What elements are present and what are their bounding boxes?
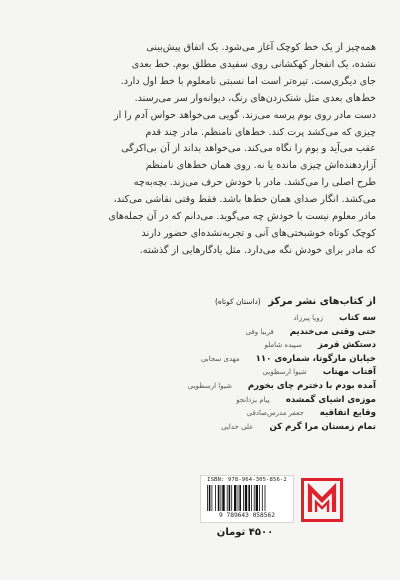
book-author: علی خدایی xyxy=(221,422,254,431)
barcode-bars xyxy=(207,485,287,511)
isbn-barcode xyxy=(200,475,294,523)
book-list xyxy=(96,313,376,435)
blurb-line: همه‌چیز از یک خط کوچک آغاز می‌شود. یک اتفاق پیش‌بینی xyxy=(146,42,376,53)
barcode-bar xyxy=(262,485,263,511)
barcode-number: 9 789643 058562 xyxy=(219,512,275,519)
barcode-bar xyxy=(243,485,244,511)
book-list-heading xyxy=(96,296,376,307)
blurb-line: کوچک کوتاه خوشبختی‌های آنی و تجربه‌نشده‌ای حضور دارند xyxy=(141,227,376,239)
book-title: آفتاب مهتاب xyxy=(322,367,376,378)
blurb-line: نشده، یک انفجار کهکشانی روی سفیدی مطلق بوم. خط بعدی xyxy=(131,58,376,70)
barcode-bar xyxy=(222,485,224,511)
book-list-item xyxy=(96,340,376,354)
barcode-bar xyxy=(215,485,216,511)
barcode-bar xyxy=(254,485,255,511)
barcode-bar xyxy=(209,485,211,511)
barcode-bar xyxy=(248,485,250,511)
book-title: موزه‌ی اشیای گمشده xyxy=(285,394,376,405)
book-author: زویا پیرزاد xyxy=(293,314,323,322)
price-label: ۴۵۰۰ تومان xyxy=(216,527,274,538)
book-title: آمده بودم با دخترم چای بخورم xyxy=(247,380,376,391)
barcode-bar xyxy=(221,485,222,511)
barcode-bar xyxy=(265,485,266,511)
blurb-line: خط‌های بعدی مثل شتک‌زدن‌های رنگ، دیوانه‌وار سر می‌رسند. xyxy=(134,92,376,104)
blurb-line: چیزی که می‌کشد پرت کند. خط‌های نامنظم. مادر چند قدم xyxy=(145,126,376,138)
book-author: مهدی سحابی xyxy=(200,354,240,363)
barcode-bar xyxy=(218,485,220,511)
book-title: دستکش قرمز xyxy=(317,340,376,351)
barcode-bar xyxy=(238,485,239,511)
isbn-text: ISBN: 978-964-305-856-2 xyxy=(207,477,287,483)
blurb-line: که مادر برای خودش نگه می‌دارد. مثل یادگارهایی از گذشته. xyxy=(139,244,376,256)
book-author: جعفر مدرس‌صادقی xyxy=(246,409,304,418)
barcode-bar xyxy=(239,485,241,511)
barcode-bar xyxy=(207,485,208,511)
book-title: حتی وقتی می‌خندیم xyxy=(289,326,376,337)
book-author: سپیده شاملو xyxy=(264,341,302,350)
book-author: پیام یزدانجو xyxy=(236,395,270,404)
publisher-book-list xyxy=(96,296,376,435)
barcode-bar xyxy=(227,485,228,511)
blurb-line: طرح اصلی را می‌کشد. مادر با خودش حرف می‌زند. بچه‌به‌چه xyxy=(133,177,376,189)
blurb-line: دست مادر روی بوم پرسه می‌زند. گویی می‌خواهد حواس آدم را از xyxy=(114,109,376,121)
blurb-line: مادر معلوم نیست با خودش چه می‌گوید. می‌دانم که در آن جمله‌های xyxy=(108,211,376,223)
book-author: شیوا ارسطویی xyxy=(262,368,307,377)
blurb-line: جای دیگری‌ست. تیره‌تر است اما نسبتی نامعلوم با خط اول دارد. xyxy=(120,75,376,87)
blurb-line: می‌کشد. انگار صدای همان خط‌ها باشد. فقط وقتی نقاشی می‌کند، xyxy=(113,194,376,206)
book-title: تمام زمستان مرا گرم کن xyxy=(269,421,376,432)
book-list-item xyxy=(96,354,376,368)
book-title: سه کتاب xyxy=(338,313,376,323)
barcode-bar xyxy=(256,485,258,511)
book-list-item xyxy=(96,408,376,422)
book-list-item xyxy=(96,327,376,341)
book-list-item xyxy=(96,422,376,436)
book-author: فریبا وفی xyxy=(245,327,274,336)
book-title: وقایع اتفاقیه xyxy=(319,408,376,419)
book-list-heading-title: از کتاب‌های نشر مرکز xyxy=(268,296,376,307)
barcode-bar xyxy=(229,485,231,511)
book-title: خیابان مارگوتا، شماره‌ی ۱۱۰ xyxy=(255,353,376,364)
barcode-bar xyxy=(234,485,236,511)
barcode-bar xyxy=(231,485,232,511)
book-list-item xyxy=(96,313,376,327)
book-list-item xyxy=(96,367,376,381)
book-author: شیوا ارسطویی xyxy=(187,381,232,390)
barcode-bar xyxy=(251,485,252,511)
blurb-line: آزاردهنده‌اش چیزی مانده یا نه. روی همان خط‌های نامنظم xyxy=(145,160,376,172)
book-list-item xyxy=(96,395,376,409)
barcode-bar xyxy=(245,485,247,511)
barcode-bar xyxy=(259,485,260,511)
blurb-text xyxy=(26,40,376,260)
book-list-item xyxy=(96,381,376,395)
blurb-line: عقب می‌آید و بوم را نگاه می‌کند. می‌خواهد بداند از آن بی‌اکرگی xyxy=(121,143,376,155)
barcode-bar xyxy=(212,485,213,511)
book-list-heading-genre: (داستان کوتاه) xyxy=(214,297,261,306)
publisher-logo-icon xyxy=(301,478,343,522)
